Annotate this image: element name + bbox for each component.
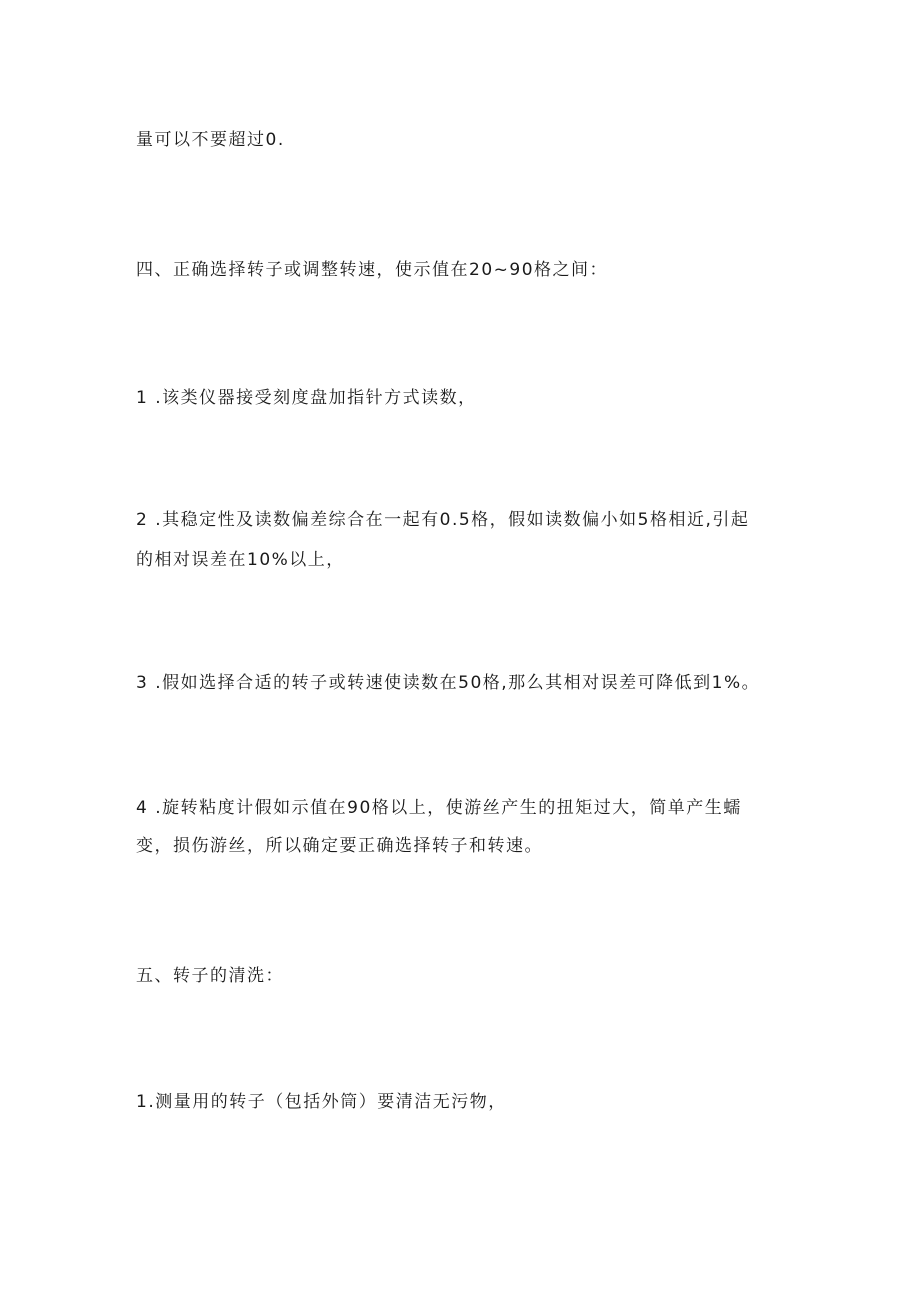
list-item-5-1: 1.测量用的转子（包括外筒）要清洁无污物， xyxy=(136,1092,507,1112)
list-item-2-line-2: 的相对误差在10%以上， xyxy=(136,550,345,570)
list-item-1: 1 .该类仪器接受刻度盘加指针方式读数， xyxy=(136,388,477,408)
paragraph-continuation: 量可以不要超过0. xyxy=(136,130,285,150)
section-heading-5: 五、转子的清洗： xyxy=(136,966,284,986)
list-item-3: 3 .假如选择合适的转子或转速使读数在50格,那么其相对误差可降低到1%。 xyxy=(136,673,761,693)
list-item-4-line-1: 4 .旋转粘度计假如示值在90格以上，使游丝产生的扭矩过大，简单产生蠕 xyxy=(136,798,742,818)
list-item-4-line-2: 变，损伤游丝，所以确定要正确选择转子和转速。 xyxy=(136,836,543,856)
section-heading-4: 四、正确选择转子或调整转速，使示值在20~90格之间： xyxy=(136,260,609,280)
list-item-2-line-1: 2 .其稳定性及读数偏差综合在一起有0.5格，假如读数偏小如5格相近,引起 xyxy=(136,510,750,530)
